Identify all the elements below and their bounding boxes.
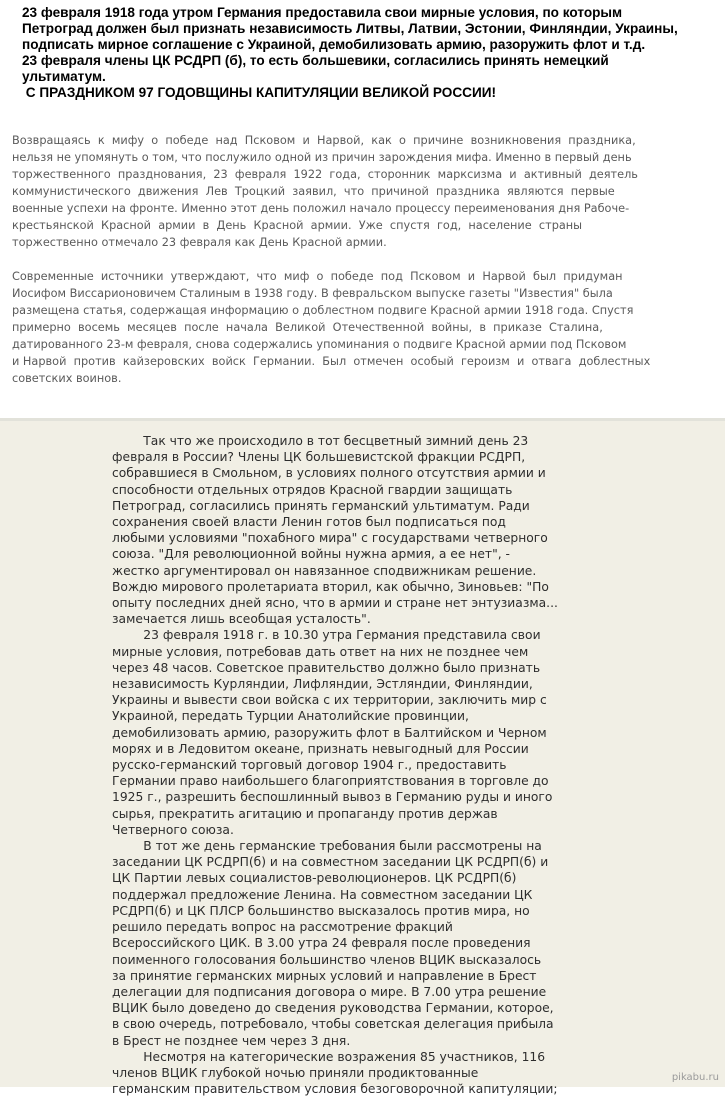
scan-line: 1925 г., разрешить беспошлинный вывоз в Германию руды и иного	[112, 790, 553, 805]
article-line: нельзя не упомянуть о том, что послужило одной из причин зарождения мифа. Именно в первый день	[12, 151, 632, 164]
scan-line: Украиной, передать Турции Анатолийские провинции,	[112, 709, 469, 724]
headline-line: подписать мирное соглашение с Украиной, демобилизовать армию, разоружить флот и т.д.	[22, 37, 646, 52]
article-line: датированного 23-м февраля, снова содержались упоминания о подвиге Красной армии под Псковом	[12, 338, 627, 351]
scan-line: решило передать вопрос на рассмотрение фракций	[112, 920, 453, 935]
scan-line: демобилизовать армию, разоружить флот в Балтийском и Черном	[112, 725, 547, 740]
scan-line: независимость Курляндии, Лифляндии, Эстляндии, Финляндии,	[112, 677, 533, 692]
scanned-book-page	[0, 421, 725, 1097]
scanned-text	[112, 433, 712, 1097]
headline-line: Петроград должен был признать независимость Литвы, Латвии, Эстонии, Финляндии, Украины,	[22, 21, 678, 36]
scan-line: ЦК Партии левых социалистов-революционеров. ЦК РСДРП(б)	[112, 871, 517, 886]
scan-line: поименного голосования большинство членов ВЦИК высказалось	[112, 952, 542, 967]
article-line: торжественно отмечало 23 февраля как День Красной армии.	[12, 236, 387, 249]
headline-block	[22, 5, 722, 101]
scan-line: членов ВЦИК глубокой ночью приняли продиктованные	[112, 1065, 479, 1080]
scan-line: опыту последних дней ясно, что в армии и стране нет энтузиазма...	[112, 596, 558, 611]
scan-line: Петроград, согласились принять германский ультиматум. Ради	[112, 498, 530, 513]
scan-line: ВЦИК было доведено до сведения руководства Германии, которое,	[112, 1001, 554, 1016]
scan-line: союза. "Для революционной войны нужна армия, а ее нет", -	[112, 547, 510, 562]
scan-line: Так что же происходило в тот бесцветный зимний день 23	[112, 434, 529, 448]
scan-line: способности отдельных отрядов Красной гвардии защищать	[112, 482, 513, 497]
scan-line: за принятие германских мирных условий и направление в Брест	[112, 968, 537, 983]
article-line: Возвращаясь к мифу о победе над Псковом и Нарвой, как о причине возникновения праздника,	[12, 134, 636, 147]
article-line: примерно восемь месяцев после начала Великой Отечественной войны, в приказе Сталина,	[12, 321, 603, 334]
scan-line: через 48 часов. Советское правительство должно было признать	[112, 660, 541, 675]
scan-line: Всероссийского ЦИК. В 3.00 утра 24 февраля после проведения	[112, 936, 531, 951]
scan-line: В тот же день германские требования были рассмотрены на	[112, 839, 542, 854]
scan-line: поддержал предложение Ленина. На совместном заседании ЦК	[112, 887, 533, 902]
scan-line: РСДРП(б) и ЦК ПЛСР большинство высказалось против мира, но	[112, 903, 530, 918]
scan-line: жестко аргументировал он навязанное сподвижникам решение.	[112, 563, 537, 578]
scan-line: собравшиеся в Смольном, в условиях полного отсутствия армии и	[112, 466, 546, 481]
scan-line: Вождю мирового пролетариата вторил, как обычно, Зиновьев: "По	[112, 579, 549, 594]
scan-line: германским правительством условия безоговорочной капитуляции;	[112, 1082, 558, 1097]
scan-line: сырья, прекратить агитацию и пропаганду против держав	[112, 806, 498, 821]
scan-line: Германии право наибольшего благоприятствования в торговле до	[112, 774, 549, 789]
headline-line: 23 февраля 1918 года утром Германия предоставила свои мирные условия, по которым	[22, 5, 623, 20]
scan-line: любыми условиями "похабного мира" с государствами четверного	[112, 531, 548, 546]
article-line: военные успехи на фронте. Именно этот день положил начало процессу переименования дня Рабоче-	[12, 202, 630, 215]
article-line: торжественного празднования, 23 февраля 1922 года, сторонник марксизма и активный деятель	[12, 168, 638, 181]
scan-line: февраля в России? Члены ЦК большевистской фракции РСДРП,	[112, 450, 526, 465]
article-line: размещена статья, содержащая информацию о доблестном подвиге Красной армии 1918 года. Спустя	[12, 304, 634, 317]
scan-line: 23 февраля 1918 г. в 10.30 утра Германия представила свои	[112, 628, 541, 643]
article-paragraph-1	[12, 132, 711, 251]
paragraph-gap	[12, 251, 711, 268]
watermark: pikabu.ru	[671, 1072, 719, 1083]
headline-line: С ПРАЗДНИКОМ 97 ГОДОВЩИНЫ КАПИТУЛЯЦИИ ВЕЛИКОЙ РОССИИ!	[22, 85, 497, 100]
scan-line: Украины и вывести свои войска с их территории, заключить мир с	[112, 693, 547, 708]
article-line: Иосифом Виссарионовичем Сталиным в 1938 году. В февральском выпуске газеты "Известия" была	[12, 287, 613, 300]
scan-line: замечается лишь всеобщая усталость".	[112, 612, 371, 627]
article-paragraph-2	[12, 268, 711, 387]
scan-line: делегации для подписания договора о мире. В 7.00 утра решение	[112, 984, 547, 999]
headline-line: 23 февраля члены ЦК РСДРП (б), то есть большевики, согласились принять немецкий	[22, 53, 609, 68]
headline-line: ультиматум.	[22, 69, 106, 84]
scan-line: мирные условия, потребовав дать ответ на них не позднее чем	[112, 644, 529, 659]
scan-line: заседании ЦК РСДРП(б) и на совместном заседании ЦК РСДРП(б) и	[112, 855, 549, 870]
article-line: коммунистического движения Лев Троцкий заявил, что причиной праздника являются первые	[12, 185, 615, 198]
article-line: и Нарвой против кайзеровских войск Германии. Был отмечен особый героизм и отвага доблестных	[12, 355, 651, 368]
scan-line: в свою очередь, потребовало, чтобы советская делегация прибыла	[112, 1017, 554, 1032]
scan-line: морях и в Ледовитом океане, признать невыгодный для России	[112, 741, 529, 756]
article-line: советских воинов.	[12, 372, 122, 385]
scan-line: Четверного союза.	[112, 822, 234, 837]
article-line: Современные источники утверждают, что миф о победе под Псковом и Нарвой был придуман	[12, 270, 623, 283]
scan-line: Несмотря на категорические возражения 85 участников, 116	[112, 1049, 546, 1064]
article-text	[12, 132, 711, 396]
scan-line: в Брест не позднее чем через 3 дня.	[112, 1033, 351, 1048]
scan-line: русско-германский торговый договор 1904 г., предоставить	[112, 758, 507, 773]
scan-line: сохранения своей власти Ленин готов был подписаться под	[112, 515, 506, 530]
article-line: крестьянской Красной армии в День Красной армии. Уже спустя год, население страны	[12, 219, 583, 232]
